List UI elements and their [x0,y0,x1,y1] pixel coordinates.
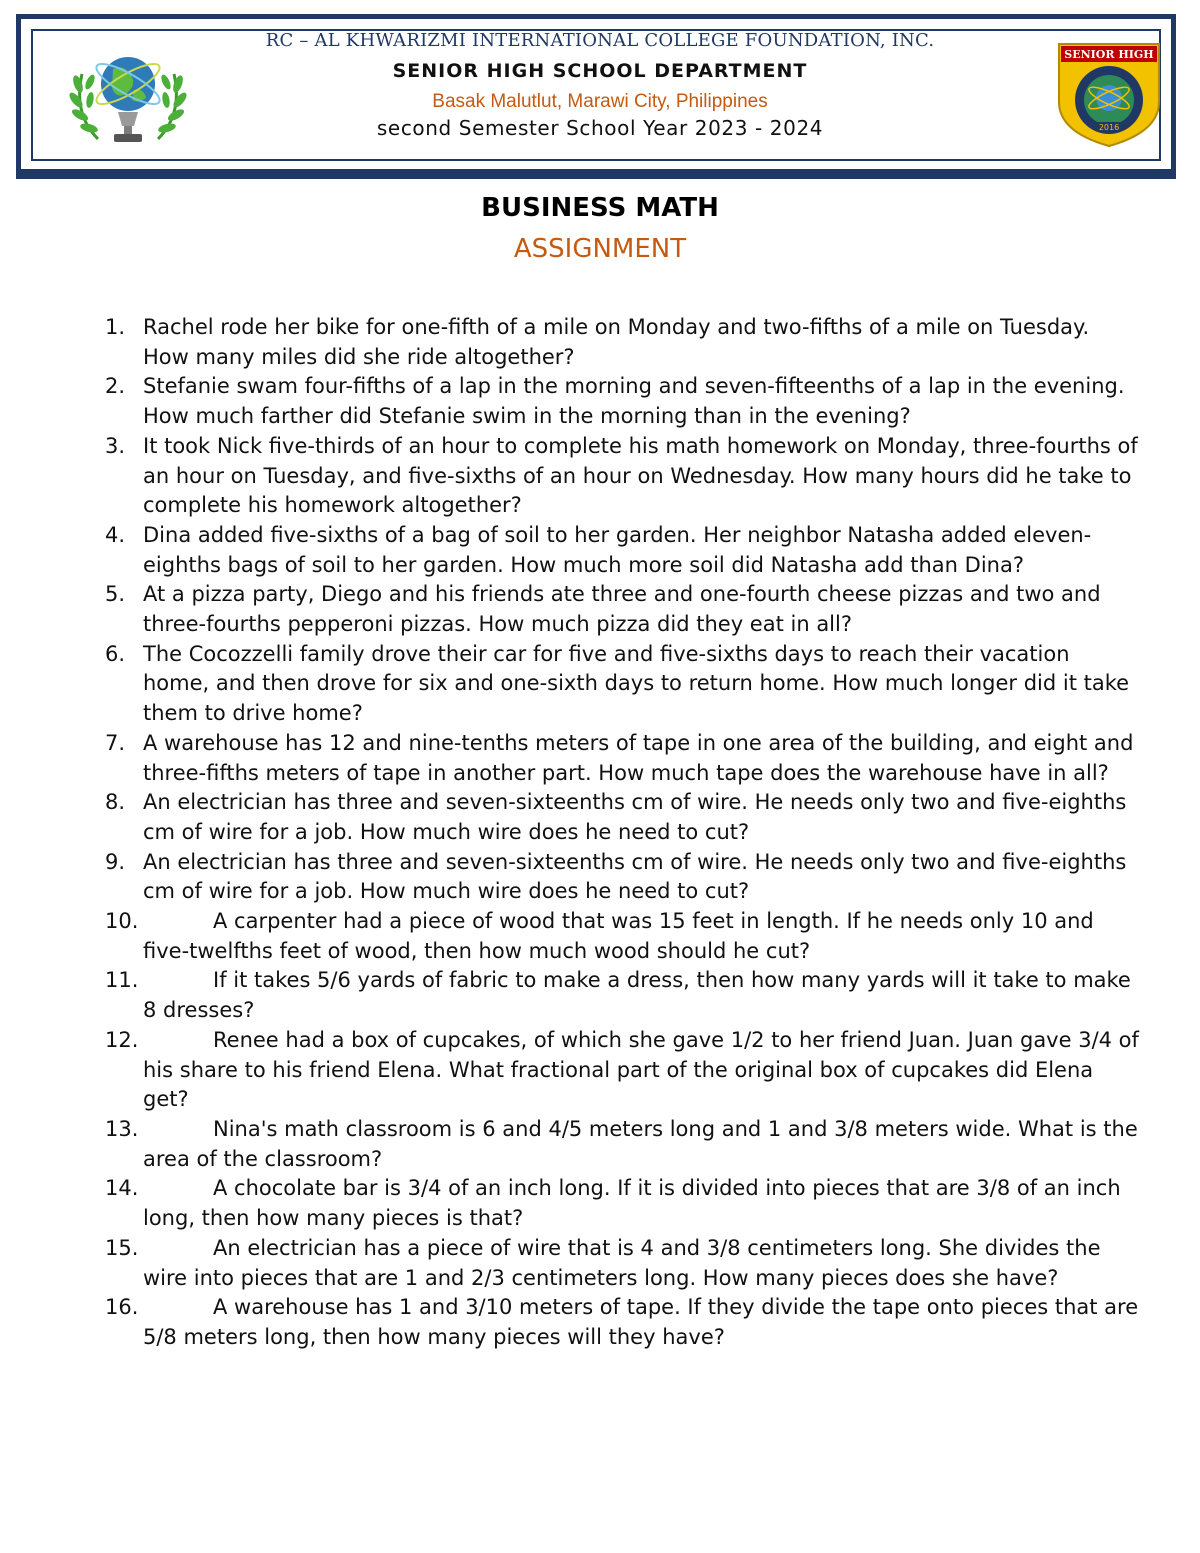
question-text: An electrician has three and seven-sixteenths cm of wire. He needs only two and five-eighths cm of wire for a job. How much wire does he need to cut? [143,790,1127,844]
list-item [100,1293,1140,1352]
question-text: An electrician has a piece of wire that is 4 and 3/8 centimeters long. She divides the wire into pieces that are 1 and 2/3 centimeters long. How many pieces does she have? [143,1235,1101,1290]
question-number: 3. [105,433,126,458]
list-item [100,372,1140,431]
question-list [100,313,1140,1353]
question-text: If it takes 5/6 yards of fabric to make a dress, then how many yards will it take to make 8 dresses? [143,968,1131,1023]
question-text: The Cocozzelli family drove their car for five and five-sixths days to reach their vacation home, and then drove for six and one-sixth days to return home. How much longer did it take them to drive home? [143,641,1130,726]
list-item [100,1026,1140,1115]
question-number: 12. [105,1027,139,1052]
question-number: 15. [105,1235,139,1260]
list-item [100,640,1140,729]
question-text: Stefanie swam four-fifths of a lap in the morning and seven-fifteenths of a lap in the evening. How much farther did Stefanie swim in the morning than in the evening? [143,374,1125,429]
question-text: It took Nick five-thirds of an hour to complete his math homework on Monday, three-fourths of an hour on Tuesday, and five-sixths of an hour on Wednesday. How many hours did he take to complete his homework altogether? [143,433,1138,518]
question-text: A chocolate bar is 3/4 of an inch long. If it is divided into pieces that are 3/8 of an inch long, then how many pieces is that? [143,1176,1121,1231]
question-number: 13. [105,1116,139,1141]
school-address: Basak Malutlut, Marawi City, Philippines [432,91,768,112]
list-item [100,966,1140,1025]
question-number: 10. [105,909,139,934]
question-number: 14. [105,1176,139,1201]
question-text: Nina's math classroom is 6 and 4/5 meters long and 1 and 3/8 meters wide. What is the area of the classroom? [143,1116,1138,1171]
seal-label: SENIOR HIGH [1064,48,1154,61]
question-text: Dina added five-sixths of a bag of soil to her garden. Her neighbor Natasha added eleven-eighths bags of soil to her garden. How much more soil did Natasha add than Dina? [143,522,1092,577]
list-item [100,848,1140,907]
question-number: 1. [105,315,126,339]
page-title: BUSINESS MATH [481,193,719,223]
list-item [100,1234,1140,1293]
semester-line: second Semester School Year 2023 - 2024 [376,116,824,140]
question-number: 16. [105,1295,139,1320]
list-item [100,1174,1140,1233]
list-item [100,907,1140,966]
question-number: 8. [105,790,126,815]
page-subtitle: ASSIGNMENT [513,234,687,264]
question-number: 11. [105,968,139,993]
list-item [100,580,1140,639]
question-text: Renee had a box of cupcakes, of which she gave 1/2 to her friend Juan. Juan gave 3/4 of his share to his friend Elena. What fractional part of the original box of cupcakes did Elena get? [143,1027,1139,1112]
question-text: A warehouse has 1 and 3/10 meters of tape. If they divide the tape onto pieces that are 5/8 meters long, then how many pieces will they have? [143,1295,1139,1349]
college-name: RC – AL KHWARIZMI INTERNATIONAL COLLEGE FOUNDATION, INC. [265,30,935,51]
question-number: 9. [105,849,126,874]
list-item [100,521,1140,580]
list-item [100,1115,1140,1174]
question-text: An electrician has three and seven-sixteenths cm of wire. He needs only two and five-eighths cm of wire for a job. How much wire does he need to cut? [143,849,1127,904]
question-text: At a pizza party, Diego and his friends ate three and one-fourth cheese pizzas and two and three-fourths pepperoni pizzas. How much pizza did they eat in all? [143,582,1101,637]
list-item [100,432,1140,521]
question-text: A carpenter had a piece of wood that was 15 feet in length. If he needs only 10 and five-twelfths feet of wood, then how much wood should he cut? [143,909,1094,963]
department-name: SENIOR HIGH SCHOOL DEPARTMENT [392,60,808,82]
list-item [100,729,1140,788]
list-item [100,788,1140,847]
question-number: 2. [105,374,126,399]
list-item [100,313,1140,372]
question-number: 5. [105,582,126,607]
question-number: 7. [105,730,126,755]
question-number: 4. [105,522,126,547]
seal-year: 2016 [1098,123,1120,132]
question-number: 6. [105,641,126,666]
question-text: A warehouse has 12 and nine-tenths meters of tape in one area of the building, and eight and three-fifths meters of tape in another part. How much tape does the warehouse have in all? [143,730,1134,785]
question-text: Rachel rode her bike for one-fifth of a mile on Monday and two-fifths of a mile on Tuesday. How many miles did she ride altogether? [143,315,1090,369]
